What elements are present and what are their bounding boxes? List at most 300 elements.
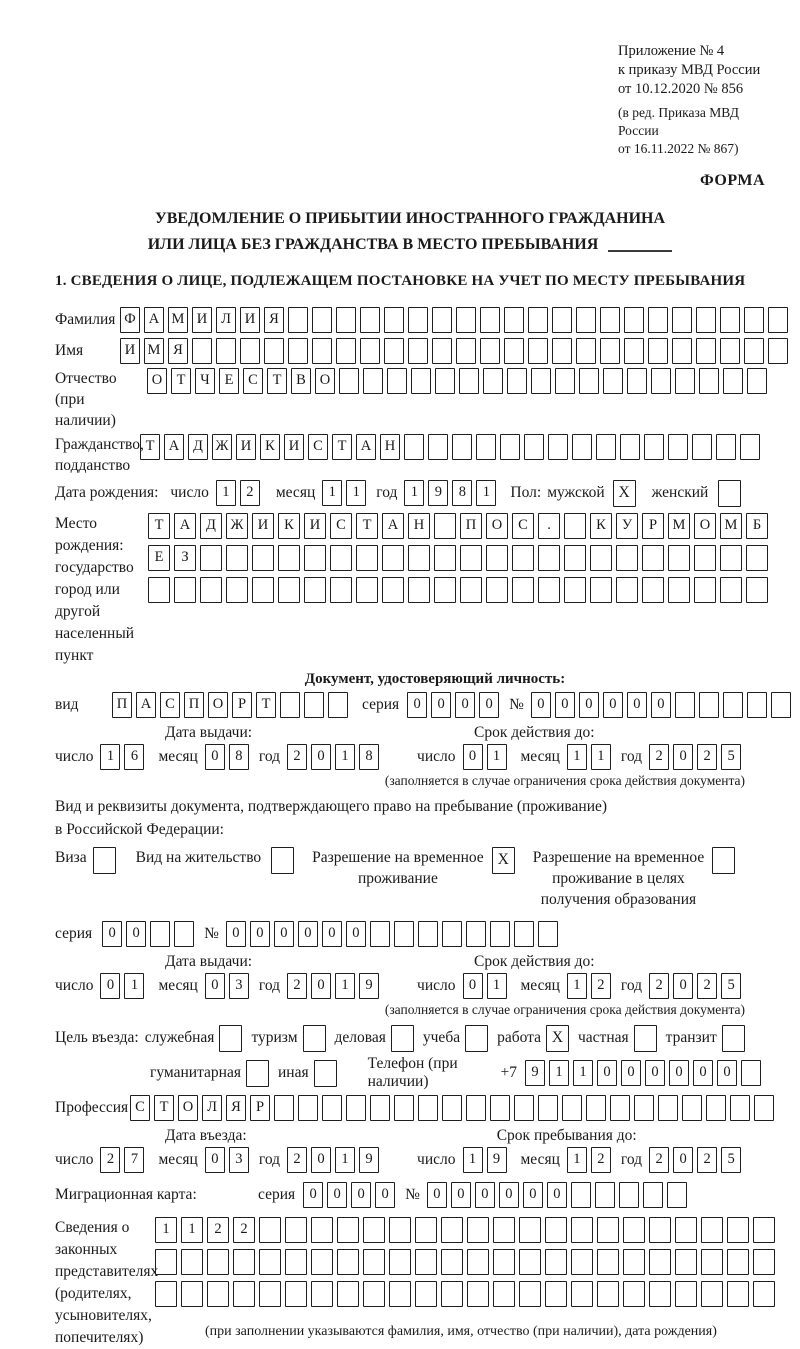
char-cell xyxy=(720,545,742,571)
char-cell xyxy=(512,577,534,603)
phone-cells xyxy=(525,1060,765,1086)
char-cell xyxy=(408,545,430,571)
expiry-date-heading: Срок действия до: xyxy=(474,724,595,741)
section1-heading: 1. СВЕДЕНИЯ О ЛИЦЕ, ПОДЛЕЖАЩЕМ ПОСТАНОВКЕ НА УЧЕТ ПО МЕСТУ ПРЕБЫВАНИЯ xyxy=(55,273,746,289)
purpose-option-label: служебная xyxy=(144,1029,215,1046)
text-line: Приложение № 4 xyxy=(618,43,725,59)
char-cell xyxy=(442,921,462,947)
char-cell: 2 xyxy=(287,1147,307,1173)
purpose-option-checkbox xyxy=(314,1060,337,1087)
char-cell xyxy=(603,368,623,394)
char-cell xyxy=(548,434,568,460)
char-cell xyxy=(648,307,668,333)
char-cell xyxy=(675,368,695,394)
text-line: Отчество xyxy=(55,370,117,387)
month-label: месяц xyxy=(158,1151,198,1168)
migration-number-cells xyxy=(427,1182,691,1208)
stay-year-cells xyxy=(649,1147,745,1173)
char-cell xyxy=(480,307,500,333)
surname-cells xyxy=(120,307,792,333)
char-cell xyxy=(493,1217,515,1243)
char-cell xyxy=(192,338,212,364)
char-cell: Д xyxy=(200,513,222,539)
char-cell: С xyxy=(130,1095,150,1121)
char-cell xyxy=(741,1060,761,1086)
purpose-row xyxy=(55,1024,765,1052)
char-cell xyxy=(155,1249,177,1275)
text-line: к приказу МВД России xyxy=(618,62,761,78)
char-cell xyxy=(512,545,534,571)
char-cell: У xyxy=(616,513,638,539)
char-cell xyxy=(524,434,544,460)
char-cell xyxy=(571,1249,593,1275)
profession-row xyxy=(55,1094,765,1122)
char-cell: А xyxy=(144,307,164,333)
text-line: проживание xyxy=(357,870,438,887)
char-cell xyxy=(441,1217,463,1243)
char-cell: Я xyxy=(168,338,188,364)
profession-label: Профессия xyxy=(55,1099,129,1116)
day-label: число xyxy=(55,977,94,994)
purpose-option xyxy=(497,1025,569,1052)
entry-date-group xyxy=(55,1147,383,1173)
sex-female-label: женский xyxy=(651,484,709,501)
char-cell xyxy=(394,1095,414,1121)
visa-checkbox xyxy=(93,847,116,874)
char-cell: И xyxy=(192,307,212,333)
char-cell: Н xyxy=(408,513,430,539)
char-cell xyxy=(486,577,508,603)
char-cell xyxy=(519,1249,541,1275)
char-cell xyxy=(288,338,308,364)
char-cell: 2 xyxy=(649,973,669,999)
text-line: попечителях) xyxy=(55,1329,144,1346)
purpose-option-checkbox xyxy=(246,1060,269,1087)
char-cell xyxy=(590,577,612,603)
char-cell: С xyxy=(330,513,352,539)
birth-place-block xyxy=(55,513,765,667)
expiry-month-cells xyxy=(567,744,615,770)
char-cell xyxy=(564,545,586,571)
text-line: подданство xyxy=(55,457,131,474)
char-cell: М xyxy=(144,338,164,364)
char-cell: И xyxy=(304,513,326,539)
char-cell xyxy=(493,1281,515,1307)
char-cell: 1 xyxy=(476,480,496,506)
char-cell xyxy=(389,1217,411,1243)
char-cell xyxy=(304,692,324,718)
char-cell xyxy=(328,692,348,718)
char-cell: О xyxy=(178,1095,198,1121)
char-cell xyxy=(356,577,378,603)
char-cell xyxy=(649,1281,671,1307)
char-cell: Т xyxy=(148,513,170,539)
footer-note: (при заполнении указываются фамилия, имя, отчество (при наличии), дата рождения) xyxy=(205,1324,717,1339)
year-label: год xyxy=(620,977,643,994)
char-cell: 2 xyxy=(287,973,307,999)
char-cell xyxy=(753,1217,775,1243)
form-title-line1: УВЕДОМЛЕНИЕ О ПРИБЫТИИ ИНОСТРАННОГО ГРАЖДАНИНА xyxy=(154,210,666,227)
char-cell xyxy=(452,434,472,460)
doc-type-cells xyxy=(112,692,352,718)
char-cell xyxy=(538,577,560,603)
char-cell: 0 xyxy=(673,1147,693,1173)
amendment-lines xyxy=(618,104,765,158)
char-cell xyxy=(504,307,524,333)
issue-year-cells xyxy=(287,973,383,999)
purpose-option-label: гуманитарная xyxy=(150,1064,241,1081)
citizenship-row xyxy=(55,434,765,476)
citizenship-cells xyxy=(140,434,764,460)
birth-date-label: Дата рождения: xyxy=(55,484,159,501)
char-cell: Е xyxy=(219,368,239,394)
year-label: год xyxy=(258,977,281,994)
phone-label: Телефон (при наличии) xyxy=(367,1055,458,1090)
char-cell xyxy=(467,1217,489,1243)
char-cell xyxy=(675,1281,697,1307)
char-cell: О xyxy=(315,368,335,394)
purpose-option xyxy=(666,1025,745,1052)
char-cell xyxy=(434,577,456,603)
char-cell xyxy=(322,1095,342,1121)
purpose-option xyxy=(251,1025,325,1052)
char-cell xyxy=(643,1182,663,1208)
purpose-option-label: учеба xyxy=(422,1029,461,1046)
birth-date-row xyxy=(55,479,765,507)
char-cell: 2 xyxy=(100,1147,120,1173)
char-cell xyxy=(200,577,222,603)
char-cell xyxy=(692,434,712,460)
day-label: число xyxy=(170,484,209,501)
char-cell xyxy=(490,921,510,947)
text-line: получения образования xyxy=(540,891,697,908)
entry-date-headings xyxy=(55,1126,765,1145)
char-cell xyxy=(259,1281,281,1307)
char-cell: И xyxy=(236,434,256,460)
text-line: представителях xyxy=(55,1263,159,1280)
char-cell: 2 xyxy=(697,744,717,770)
char-cell xyxy=(442,1095,462,1121)
char-cell xyxy=(562,1095,582,1121)
char-cell xyxy=(360,307,380,333)
char-cell: 1 xyxy=(549,1060,569,1086)
char-cell: 0 xyxy=(431,692,451,718)
char-cell: 1 xyxy=(591,744,611,770)
char-cell xyxy=(616,577,638,603)
char-cell xyxy=(744,307,764,333)
char-cell: О xyxy=(486,513,508,539)
char-cell xyxy=(597,1281,619,1307)
visa-label: Виза xyxy=(55,849,87,866)
char-cell: 1 xyxy=(335,744,355,770)
char-cell xyxy=(616,545,638,571)
char-cell xyxy=(720,577,742,603)
char-cell: 1 xyxy=(404,480,424,506)
char-cell: И xyxy=(252,513,274,539)
char-cell: Р xyxy=(250,1095,270,1121)
char-cell: 0 xyxy=(303,1182,323,1208)
char-cell xyxy=(181,1249,203,1275)
char-cell: И xyxy=(120,338,140,364)
purpose-option-checkbox: X xyxy=(546,1025,569,1052)
expiry-year-cells xyxy=(649,744,745,770)
residence-doc-dates xyxy=(55,952,765,1018)
residence-doc-options xyxy=(55,847,765,910)
char-cell: 0 xyxy=(597,1060,617,1086)
legal-reps-label xyxy=(55,1217,159,1349)
purpose-option xyxy=(278,1060,337,1087)
char-cell xyxy=(634,1095,654,1121)
char-cell xyxy=(746,545,768,571)
given-name-label: Имя xyxy=(55,342,84,359)
char-cell: М xyxy=(668,513,690,539)
char-cell: В xyxy=(291,368,311,394)
char-cell xyxy=(545,1217,567,1243)
char-cell xyxy=(701,1249,723,1275)
char-cell xyxy=(441,1249,463,1275)
char-cell xyxy=(363,1281,385,1307)
char-cell: Ж xyxy=(226,513,248,539)
day-label: число xyxy=(417,977,456,994)
char-cell xyxy=(768,307,788,333)
char-cell xyxy=(696,338,716,364)
char-cell: 1 xyxy=(181,1217,203,1243)
char-cell xyxy=(274,1095,294,1121)
text-line: проживание в целях xyxy=(552,870,685,887)
residence-doc-series-row xyxy=(55,920,765,948)
sex-female-checkbox xyxy=(718,480,741,507)
char-cell: 0 xyxy=(673,973,693,999)
char-cell xyxy=(667,1182,687,1208)
temp-residence-edu-checkbox xyxy=(712,847,735,874)
number-label: № xyxy=(204,925,219,942)
char-cell: 1 xyxy=(322,480,342,506)
char-cell xyxy=(590,545,612,571)
char-cell xyxy=(600,307,620,333)
char-cell: 0 xyxy=(717,1060,737,1086)
char-cell: А xyxy=(136,692,156,718)
char-cell xyxy=(538,545,560,571)
char-cell xyxy=(642,545,664,571)
char-cell xyxy=(483,368,503,394)
text-line: Сведения о xyxy=(55,1219,130,1236)
issue-day-cells xyxy=(100,744,148,770)
birth-year-cells xyxy=(404,480,500,506)
char-cell: П xyxy=(460,513,482,539)
stay-until-date-group xyxy=(417,1147,745,1173)
char-cell: 0 xyxy=(651,692,671,718)
char-cell xyxy=(555,368,575,394)
sex-male-label: мужской xyxy=(547,484,605,501)
identity-doc-date-headings xyxy=(55,723,765,742)
char-cell: И xyxy=(240,307,260,333)
birth-place-row1-cells xyxy=(148,513,772,539)
char-cell: Я xyxy=(226,1095,246,1121)
char-cell xyxy=(346,1095,366,1121)
char-cell xyxy=(233,1249,255,1275)
birth-place-label xyxy=(55,513,148,667)
char-cell xyxy=(408,307,428,333)
char-cell xyxy=(706,1095,726,1121)
char-cell: 0 xyxy=(693,1060,713,1086)
char-cell: 0 xyxy=(463,973,483,999)
char-cell: К xyxy=(590,513,612,539)
char-cell xyxy=(528,307,548,333)
text-line: (в ред. Приказа МВД России xyxy=(618,105,739,138)
char-cell xyxy=(576,307,596,333)
char-cell: 0 xyxy=(627,692,647,718)
issue-date-heading: Дата выдачи: xyxy=(165,953,253,970)
purpose-option-checkbox xyxy=(722,1025,745,1052)
char-cell xyxy=(727,1249,749,1275)
char-cell: 9 xyxy=(359,973,379,999)
char-cell xyxy=(545,1249,567,1275)
char-cell xyxy=(620,434,640,460)
char-cell xyxy=(389,1281,411,1307)
char-cell xyxy=(493,1249,515,1275)
char-cell: 0 xyxy=(322,921,342,947)
char-cell xyxy=(716,434,736,460)
char-cell xyxy=(720,307,740,333)
char-cell xyxy=(432,307,452,333)
month-label: месяц xyxy=(158,748,198,765)
char-cell xyxy=(363,1217,385,1243)
validity-note: (заполняется в случае ограничения срока действия документа) xyxy=(384,773,745,788)
residence-doc-intro-line1: Вид и реквизиты документа, подтверждающего право на пребывание (проживание) xyxy=(55,798,608,815)
year-label: год xyxy=(620,748,643,765)
char-cell: 0 xyxy=(555,692,575,718)
char-cell xyxy=(384,338,404,364)
char-cell xyxy=(415,1249,437,1275)
char-cell: 0 xyxy=(603,692,623,718)
char-cell xyxy=(408,338,428,364)
day-label: число xyxy=(417,1151,456,1168)
char-cell xyxy=(467,1281,489,1307)
char-cell xyxy=(363,368,383,394)
birth-place-row2-cells xyxy=(148,545,772,571)
char-cell xyxy=(528,338,548,364)
char-cell xyxy=(648,338,668,364)
char-cell xyxy=(389,1249,411,1275)
char-cell: 0 xyxy=(463,744,483,770)
text-line: (родителях, xyxy=(55,1285,132,1302)
purpose-option-checkbox xyxy=(219,1025,242,1052)
char-cell: 2 xyxy=(591,973,611,999)
stay-until-heading: Срок пребывания до: xyxy=(496,1127,637,1144)
char-cell xyxy=(404,434,424,460)
text-line: Место рождения: xyxy=(55,515,124,554)
char-cell: О xyxy=(208,692,228,718)
char-cell: 0 xyxy=(499,1182,519,1208)
purpose-option xyxy=(335,1025,414,1052)
char-cell: 9 xyxy=(487,1147,507,1173)
stay-day-cells xyxy=(463,1147,511,1173)
char-cell: 0 xyxy=(274,921,294,947)
char-cell xyxy=(394,921,414,947)
char-cell xyxy=(174,577,196,603)
char-cell xyxy=(384,307,404,333)
char-cell: 9 xyxy=(359,1147,379,1173)
char-cell: 2 xyxy=(697,1147,717,1173)
char-cell xyxy=(240,338,260,364)
char-cell: 8 xyxy=(359,744,379,770)
char-cell xyxy=(467,1249,489,1275)
char-cell xyxy=(668,545,690,571)
issue-year-cells xyxy=(287,744,383,770)
char-cell xyxy=(694,545,716,571)
phone-prefix: +7 xyxy=(500,1064,517,1081)
char-cell: Ч xyxy=(195,368,215,394)
birth-place-cells xyxy=(148,513,772,609)
char-cell xyxy=(651,368,671,394)
char-cell xyxy=(658,1095,678,1121)
residence-expiry-date-group xyxy=(417,973,745,999)
residence-doc-date-row xyxy=(55,973,765,999)
birth-place-row3-cells xyxy=(148,577,772,603)
char-cell xyxy=(747,368,767,394)
char-cell: А xyxy=(382,513,404,539)
expiry-date-heading: Срок действия до: xyxy=(474,953,595,970)
issue-month-cells xyxy=(205,973,253,999)
char-cell: 5 xyxy=(721,1147,741,1173)
char-cell xyxy=(226,577,248,603)
char-cell xyxy=(360,338,380,364)
char-cell xyxy=(285,1249,307,1275)
char-cell xyxy=(337,1217,359,1243)
char-cell xyxy=(441,1281,463,1307)
char-cell xyxy=(285,1217,307,1243)
char-cell xyxy=(720,338,740,364)
char-cell xyxy=(649,1217,671,1243)
char-cell xyxy=(330,545,352,571)
text-line: от 10.12.2020 № 856 xyxy=(618,81,744,97)
char-cell: П xyxy=(112,692,132,718)
char-cell xyxy=(754,1095,774,1121)
entry-day-cells xyxy=(100,1147,148,1173)
char-cell xyxy=(264,338,284,364)
char-cell xyxy=(382,577,404,603)
char-cell: 2 xyxy=(207,1217,229,1243)
char-cell xyxy=(382,545,404,571)
char-cell xyxy=(252,577,274,603)
char-cell: 2 xyxy=(697,973,717,999)
char-cell: 0 xyxy=(226,921,246,947)
sex-male-checkbox: X xyxy=(613,480,636,507)
legal-reps-row3-cells xyxy=(155,1281,779,1307)
char-cell xyxy=(330,577,352,603)
residence-issue-date-group xyxy=(55,973,383,999)
char-cell: 0 xyxy=(375,1182,395,1208)
char-cell: 0 xyxy=(126,921,146,947)
patronymic-cells xyxy=(147,368,771,394)
purpose-option xyxy=(145,1025,243,1052)
char-cell xyxy=(576,338,596,364)
text-line: усыновителях, xyxy=(55,1307,152,1324)
char-cell: 1 xyxy=(124,973,144,999)
char-cell xyxy=(312,338,332,364)
char-cell xyxy=(571,1182,591,1208)
legal-reps-row1-cells xyxy=(155,1217,779,1243)
given-name-row xyxy=(55,337,765,365)
patronymic-row xyxy=(55,368,765,431)
char-cell xyxy=(619,1182,639,1208)
char-cell xyxy=(682,1095,702,1121)
char-cell xyxy=(356,545,378,571)
char-cell: Р xyxy=(232,692,252,718)
char-cell: 0 xyxy=(351,1182,371,1208)
residence-permit-checkbox xyxy=(271,847,294,874)
form-label: ФОРМА xyxy=(699,172,765,189)
